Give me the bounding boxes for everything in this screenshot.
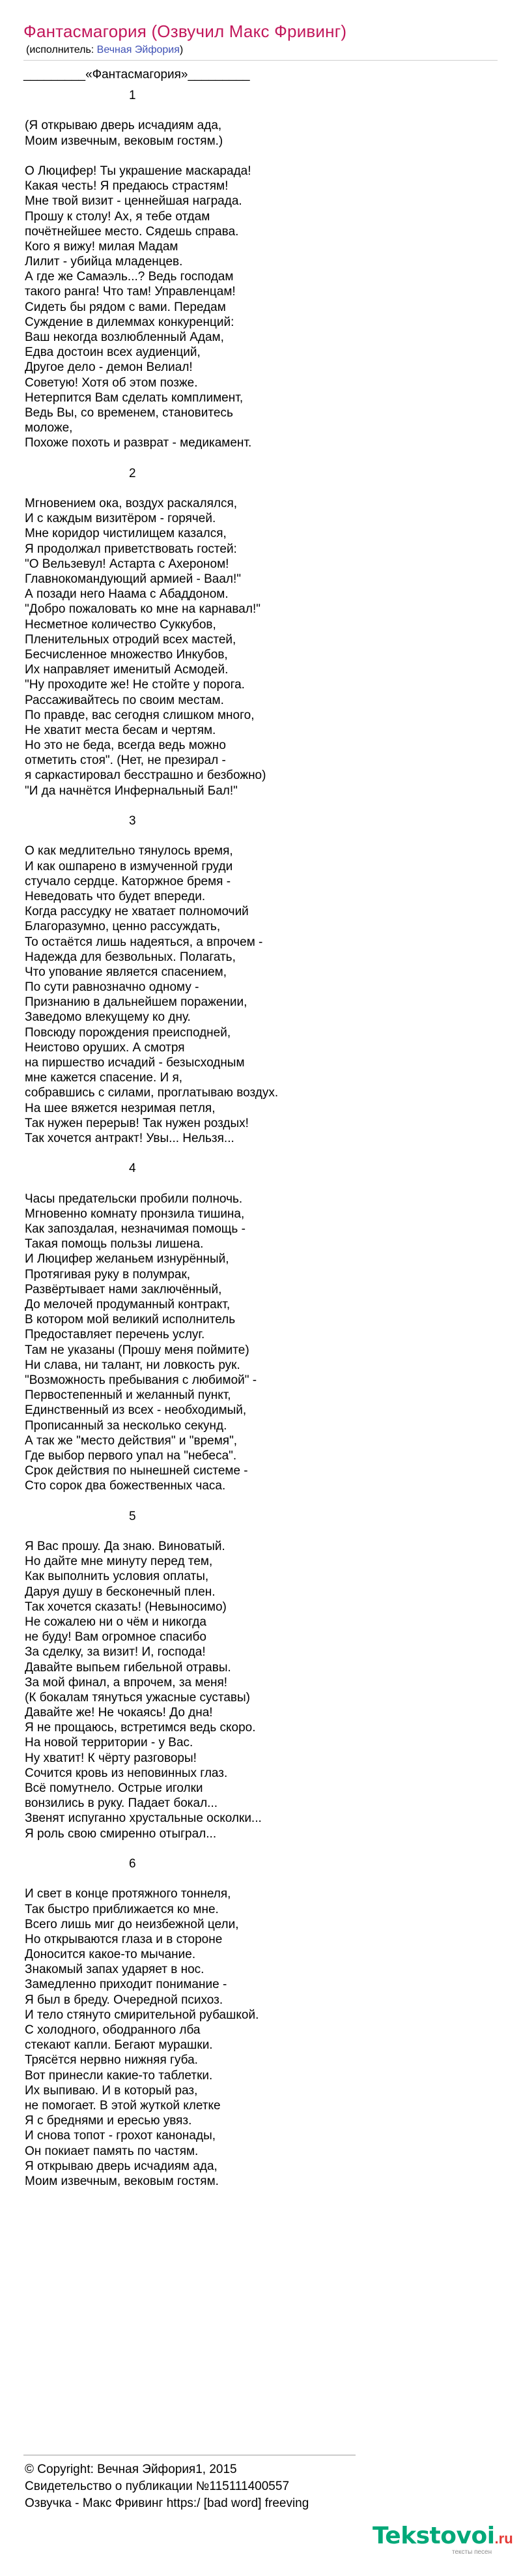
lyric-line: "О Вельзевул! Астарта с Ахероном! <box>25 557 229 571</box>
lyric-line: До мелочей продуманный контракт, <box>25 1298 231 1311</box>
lyrics-text <box>25 88 278 2189</box>
lyric-line: Сидеть бы рядом с вами. Передам <box>25 300 226 314</box>
blank-line <box>25 798 278 813</box>
lyric-line: "И да начнётся Инфернальный Бал!" <box>25 783 238 798</box>
lyric-line: не буду! Вам огромное спасибо <box>25 1630 206 1645</box>
lyric-line: стучало сердце. Каторжное бремя - <box>25 874 231 888</box>
lyric-line: И с каждым визитёром - горячей. <box>25 512 216 526</box>
logo-tagline: тексты песен <box>452 2549 492 2556</box>
lyric-line: Такая помощь пользы лишена. <box>25 1237 204 1251</box>
lyric-line: Кого я вижу! милая Мадам <box>25 239 178 254</box>
lyric-line: Главнокомандующий армией - Ваал!" <box>25 572 242 586</box>
lyric-line: Не хватит места бесам и чертям. <box>25 723 216 737</box>
lyric-line: И как ошпарено в измученной груди <box>25 859 233 873</box>
lyric-line: Знакомый запах ударяет в нос. <box>25 1963 204 1977</box>
lyric-line: Мгновением ока, воздух раскалялся, <box>25 497 238 511</box>
lyric-line: Заведомо влекущему ко дну. <box>25 1010 191 1025</box>
lyric-line: мне кажется спасение. И я, <box>25 1071 183 1085</box>
lyric-line: Звенят испуганно хрустальные осколки... <box>25 1811 262 1826</box>
lyric-line: По сути равнозначно одному - <box>25 980 199 995</box>
lyric-line: Что упование является спасением, <box>25 965 227 979</box>
performer-prefix: (исполнитель: <box>26 44 97 55</box>
blank-line <box>25 1524 278 1539</box>
lyric-line: Так нужен перерыв! Так нужен роздых! <box>25 1116 249 1130</box>
lyric-line: Я продолжал приветствовать гостей: <box>25 542 237 556</box>
lyric-line: О как медлительно тянулось время, <box>25 844 233 858</box>
lyric-line: Предоставляет перечень услуг. <box>25 1328 205 1342</box>
logo-wordmark: Tekstovoi <box>373 2523 495 2549</box>
lyric-line: Моим извечным, вековым гостям.) <box>25 134 223 148</box>
lyric-line: я саркастировал бесстрашно и безбожно) <box>25 768 266 783</box>
lyrics-heading: _________«Фантасмагория»_________ <box>23 68 250 81</box>
lyric-line: не помогает. В этой жуткой клетке <box>25 2098 221 2113</box>
lyric-line: Всего лишь миг до неизбежной цели, <box>25 1917 239 1931</box>
verse-number: 6 <box>129 1856 136 1871</box>
lyric-line: На новой территории - у Вас. <box>25 1736 193 1750</box>
lyric-line: Трясётся нервно нижняя губа. <box>25 2053 198 2068</box>
lyric-line: Вот принесли какие-то таблетки. <box>25 2068 213 2083</box>
lyric-line: О Люцифер! Ты украшение маскарада! <box>25 164 251 178</box>
lyric-line: По правде, вас сегодня слишком много, <box>25 708 255 722</box>
lyric-line: "Добро пожаловать ко мне на карнавал!" <box>25 602 260 617</box>
lyric-line: Благоразумно, ценно рассуждать, <box>25 920 221 934</box>
lyric-line: Нетерпится Вам сделать комплимент, <box>25 390 244 405</box>
lyric-line: стекают капли. Бегают мурашки. <box>25 2038 213 2053</box>
lyric-line: А позади него Наама с Абаддоном. <box>25 587 229 602</box>
voiceover-text: Озвучка - Макс Фривинг https:/ [bad word] freeving <box>25 2496 309 2510</box>
lyric-line: А так же "место действия" и "время", <box>25 1433 238 1448</box>
lyric-line: вонзились в руку. Падает бокал... <box>25 1796 218 1811</box>
lyric-line: Мне коридор чистилищем казался, <box>25 527 227 541</box>
lyric-line: Но это не беда, всегда ведь можно <box>25 739 226 753</box>
lyric-line: Так хочется антракт! Увы... Нельзя... <box>25 1131 234 1145</box>
lyric-line: Моим извечным, вековым гостям. <box>25 2174 219 2188</box>
lyric-line: Лилит - убийца младенцев. <box>25 255 183 269</box>
site-logo[interactable] <box>373 2523 513 2556</box>
lyric-line: Где выбор первого упал на "небеса". <box>25 1448 237 1463</box>
verse-number: 1 <box>129 89 136 102</box>
verse-number: 3 <box>129 814 136 828</box>
blank-line <box>25 481 278 496</box>
lyric-line: Я с бреднями и ересью увяз. <box>25 2114 192 2128</box>
lyric-line: Но открываются глаза и в стороне <box>25 1932 223 1946</box>
lyric-line: Бесчисленное множество Инкубов, <box>25 647 228 662</box>
lyric-line: Ведь Вы, со временем, становитесь <box>25 405 233 420</box>
lyric-line: Я Вас прошу. Да знаю. Виноватый. <box>25 1540 225 1553</box>
lyric-line: Протягивая руку в полумрак, <box>25 1267 191 1281</box>
lyric-line: (Я открываю дверь исчадиям ада, <box>25 119 222 133</box>
lyric-line: И снова топот - грохот канонады, <box>25 2129 216 2143</box>
lyric-line: Всё помутнело. Острые иголки <box>25 1781 203 1795</box>
lyric-line: Там не указаны (Прошу меня поймите) <box>25 1343 249 1357</box>
lyric-line: Их направляет именитый Асмодей. <box>25 663 229 677</box>
lyric-line: Пленительных отродий всех мастей, <box>25 632 236 647</box>
lyric-line: За сделку, за визит! И, господа! <box>25 1645 206 1660</box>
lyric-line: Неистово оруших. А смотря <box>25 1040 185 1055</box>
lyric-line: собравшись с силами, проглатываю воздух. <box>25 1086 279 1100</box>
verse-number: 4 <box>129 1162 136 1176</box>
lyric-line: На шее вяжется незримая петля, <box>25 1101 216 1115</box>
copyright-text: © Copyright: Вечная Эйфория1, 2015 <box>25 2463 237 2476</box>
lyric-line: Советую! Хотя об этом позже. <box>25 375 198 390</box>
lyric-line: И свет в конце протяжного тоннеля, <box>25 1887 231 1901</box>
lyric-line: Другое дело - демон Велиал! <box>25 360 193 375</box>
lyric-line: Прошу к столу! Ах, я тебе отдам <box>25 209 210 224</box>
lyric-line: Повсюду порождения преисподней, <box>25 1025 231 1040</box>
performer-link[interactable]: Вечная Эйфория <box>96 44 180 55</box>
lyric-line: Ваш некогда возлюбленный Адам, <box>25 330 224 344</box>
lyric-line: Ну хватит! К чёрту разговоры! <box>25 1751 197 1765</box>
lyric-line: И Люцифер желаньем изнурённый, <box>25 1252 229 1266</box>
lyric-line: Какая честь! Я предаюсь страстям! <box>25 179 229 194</box>
lyric-line: Не сожалею ни о чём и никогда <box>25 1615 206 1629</box>
lyric-line: Развёртывает нами заключённый, <box>25 1282 222 1296</box>
blank-line <box>25 1841 278 1856</box>
footer <box>25 2461 309 2512</box>
lyric-line: Неведовать что будет впереди. <box>25 889 206 903</box>
blank-line <box>25 828 278 843</box>
lyric-line: Часы предательски пробили полночь. <box>25 1192 243 1206</box>
verse-number: 5 <box>129 1509 136 1523</box>
lyric-line: В котором мой великий исполнитель <box>25 1313 236 1327</box>
blank-line <box>25 1871 278 1886</box>
lyric-line: Как запоздалая, незначимая помощь - <box>25 1222 246 1237</box>
blank-line <box>25 1177 278 1192</box>
lyric-line: (К бокалам тянуться ужасные суставы) <box>25 1690 250 1705</box>
lyric-line: Как выполнить условия оплаты, <box>25 1570 209 1584</box>
lyric-line: "Возможность пребывания с любимой" - <box>25 1373 257 1387</box>
lyric-line: Даруя душу в бесконечный плен. <box>25 1585 216 1599</box>
lyric-line: Суждение в дилеммах конкуренций: <box>25 315 234 329</box>
lyric-line: Срок действия по нынешней системе - <box>25 1464 248 1478</box>
lyric-line: моложе, <box>25 421 73 435</box>
verse-number: 2 <box>129 466 136 480</box>
lyric-line: почётнейшее место. Сядешь справа. <box>25 224 239 239</box>
logo-tld: .ru <box>494 2530 513 2547</box>
lyric-line: С холодного, ободранного лба <box>25 2023 201 2037</box>
blank-line <box>25 103 278 118</box>
lyric-line: Я был в бреду. Очередной психоз. <box>25 1993 223 2007</box>
lyric-line: Я не прощаюсь, встретимся ведь скоро. <box>25 1721 256 1735</box>
lyric-line: на пиршество исчадий - безысходным <box>25 1056 245 1070</box>
lyric-line: Мгновенно комнату пронзила тишина, <box>25 1207 245 1221</box>
lyric-line: Признанию в дальнейшем поражении, <box>25 995 247 1010</box>
lyric-line: Первостепенный и желанный пункт, <box>25 1388 231 1403</box>
lyric-line: отметить стоя". (Нет, не презирал - <box>25 754 226 768</box>
lyric-line: Мне твой визит - ценнейшая награда. <box>25 194 242 209</box>
lyric-line: Прописанный за несколько секунд. <box>25 1418 227 1433</box>
lyric-line: И тело стянуто смирительной рубашкой. <box>25 2008 259 2022</box>
lyric-line: То остаётся лишь надеяться, а впрочем - <box>25 935 263 949</box>
lyric-line: Рассаживайтесь по своим местам. <box>25 693 224 707</box>
lyric-line: Едва достоин всех аудиенций, <box>25 345 201 360</box>
lyric-line: Единственный из всех - необходимый, <box>25 1403 247 1418</box>
lyric-line: Он покиает память по частям. <box>25 2144 199 2158</box>
lyric-line: Я роль свою смиренно отыграл... <box>25 1826 217 1841</box>
lyric-line: "Ну проходите же! Не стойте у порога. <box>25 678 245 692</box>
lyric-line: Давайте выпьем гибельной отравы. <box>25 1660 231 1675</box>
blank-line <box>25 451 278 466</box>
lyric-line: Ни слава, ни талант, ни ловкость рук. <box>25 1358 240 1372</box>
blank-line <box>25 1493 278 1508</box>
blank-line <box>25 149 278 164</box>
lyric-line: Доносится какое-то мычание. <box>25 1948 196 1962</box>
lyric-line: Надежда для безвольных. Полагать, <box>25 950 236 964</box>
lyric-line: Так хочется сказать! (Невыносимо) <box>25 1600 227 1614</box>
lyric-line: Давайте же! Не чокаясь! До дна! <box>25 1706 213 1720</box>
lyric-line: Сто сорок два божественных часа. <box>25 1479 226 1493</box>
lyric-line: такого ранга! Что там! Управленцам! <box>25 285 236 299</box>
lyric-line: Замедленно приходит понимание - <box>25 1978 227 1992</box>
lyric-line: Их выпиваю. И в который раз, <box>25 2083 198 2098</box>
divider <box>23 60 498 61</box>
performer-line <box>26 44 183 56</box>
blank-line <box>25 1146 278 1161</box>
lyric-line: Так быстро приближается ко мне. <box>25 1902 219 1916</box>
lyric-line: Я открываю дверь исчадиям ада, <box>25 2159 218 2173</box>
lyric-line: Несметное количество Суккубов, <box>25 617 216 632</box>
lyric-line: Когда рассудку не хватает полномочий <box>25 905 249 919</box>
lyric-line: Сочится кровь из неповинных глаз. <box>25 1766 228 1780</box>
lyric-line: Похоже похоть и разврат - медикамент. <box>25 436 252 450</box>
lyric-line: А где же Самаэль...? Ведь господам <box>25 270 234 284</box>
lyric-line: Но дайте мне минуту перед тем, <box>25 1555 213 1569</box>
certificate-text: Свидетельство о публикации №115111400557 <box>25 2480 290 2493</box>
page-title: Фантасмагория (Озвучил Макс Фривинг) <box>23 22 347 41</box>
performer-suffix: ) <box>179 44 184 55</box>
lyric-line: За мой финал, а впрочем, за меня! <box>25 1675 228 1690</box>
